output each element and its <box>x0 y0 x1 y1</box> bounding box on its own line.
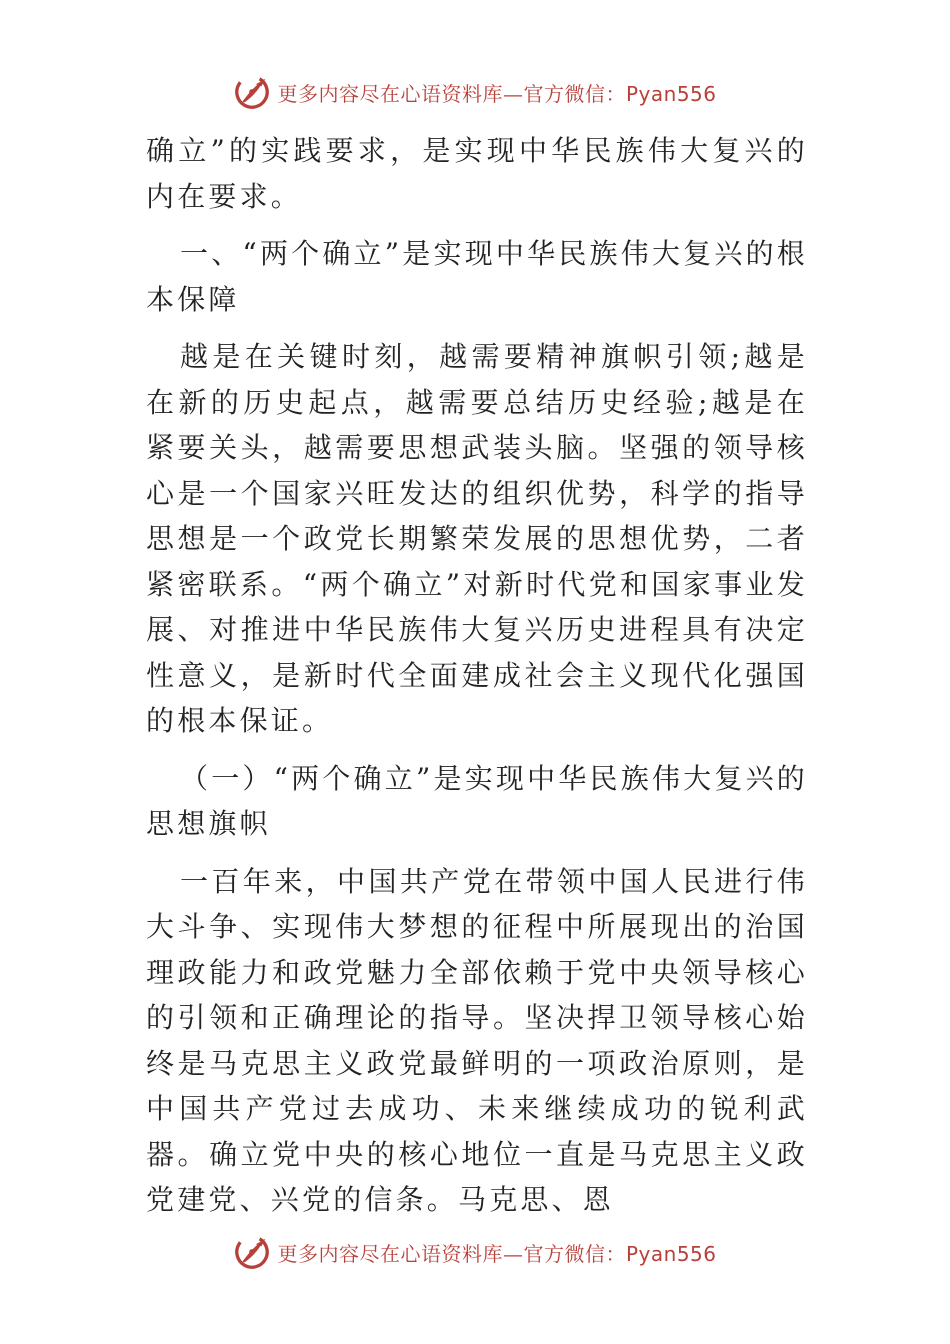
footer-wechat-account: Pyan556 <box>625 1241 717 1266</box>
header-banner <box>0 68 950 116</box>
paragraph-continuation: 确立”的实践要求，是实现中华民族伟大复兴的内在要求。 <box>146 134 808 213</box>
paragraph-section-1: 越是在关键时刻，越需要精神旗帜引领;越是在新的历史起点，越需要总结历史经验;越是在紧要关头，越需要思想武装头脑。坚强的领导核心是一个国家兴旺发达的组织优势，科学的指导思想是一个政党长期繁荣发展的思想优势，二者紧密联系。“两个确立”对新时代党和国家事业发展、对推进中华民族伟大复兴历史进程具有决定性意义，是新时代全面建成社会主义现代化强国的根本保证。 <box>146 340 808 737</box>
header-wechat-account: Pyan556 <box>625 81 717 106</box>
brand-logo-icon <box>233 1233 271 1271</box>
header-promo-text: 更多内容尽在心语资料库—官方微信：Pyan556 <box>277 81 717 106</box>
brand-logo-icon <box>233 73 271 111</box>
subsection-heading-1: （一）“两个确立”是实现中华民族伟大复兴的思想旗帜 <box>146 761 808 840</box>
document-body <box>146 128 808 1223</box>
section-heading-1: 一、“两个确立”是实现中华民族伟大复兴的根本保障 <box>146 237 808 316</box>
footer-promo-text: 更多内容尽在心语资料库—官方微信：Pyan556 <box>277 1241 717 1266</box>
footer-banner <box>0 1228 950 1276</box>
paragraph-subsection-1: 一百年来，中国共产党在带领中国人民进行伟大斗争、实现伟大梦想的征程中所展现出的治国理政能力和政党魅力全部依赖于党中央领导核心的引领和正确理论的指导。坚决捍卫领导核心始终是马克思主义政党最鲜明的一项政治原则，是中国共产党过去成功、未来继续成功的锐利武器。确立党中央的核心地位一直是马克思主义政党建党、兴党的信条。马克思、恩 <box>146 864 808 1216</box>
